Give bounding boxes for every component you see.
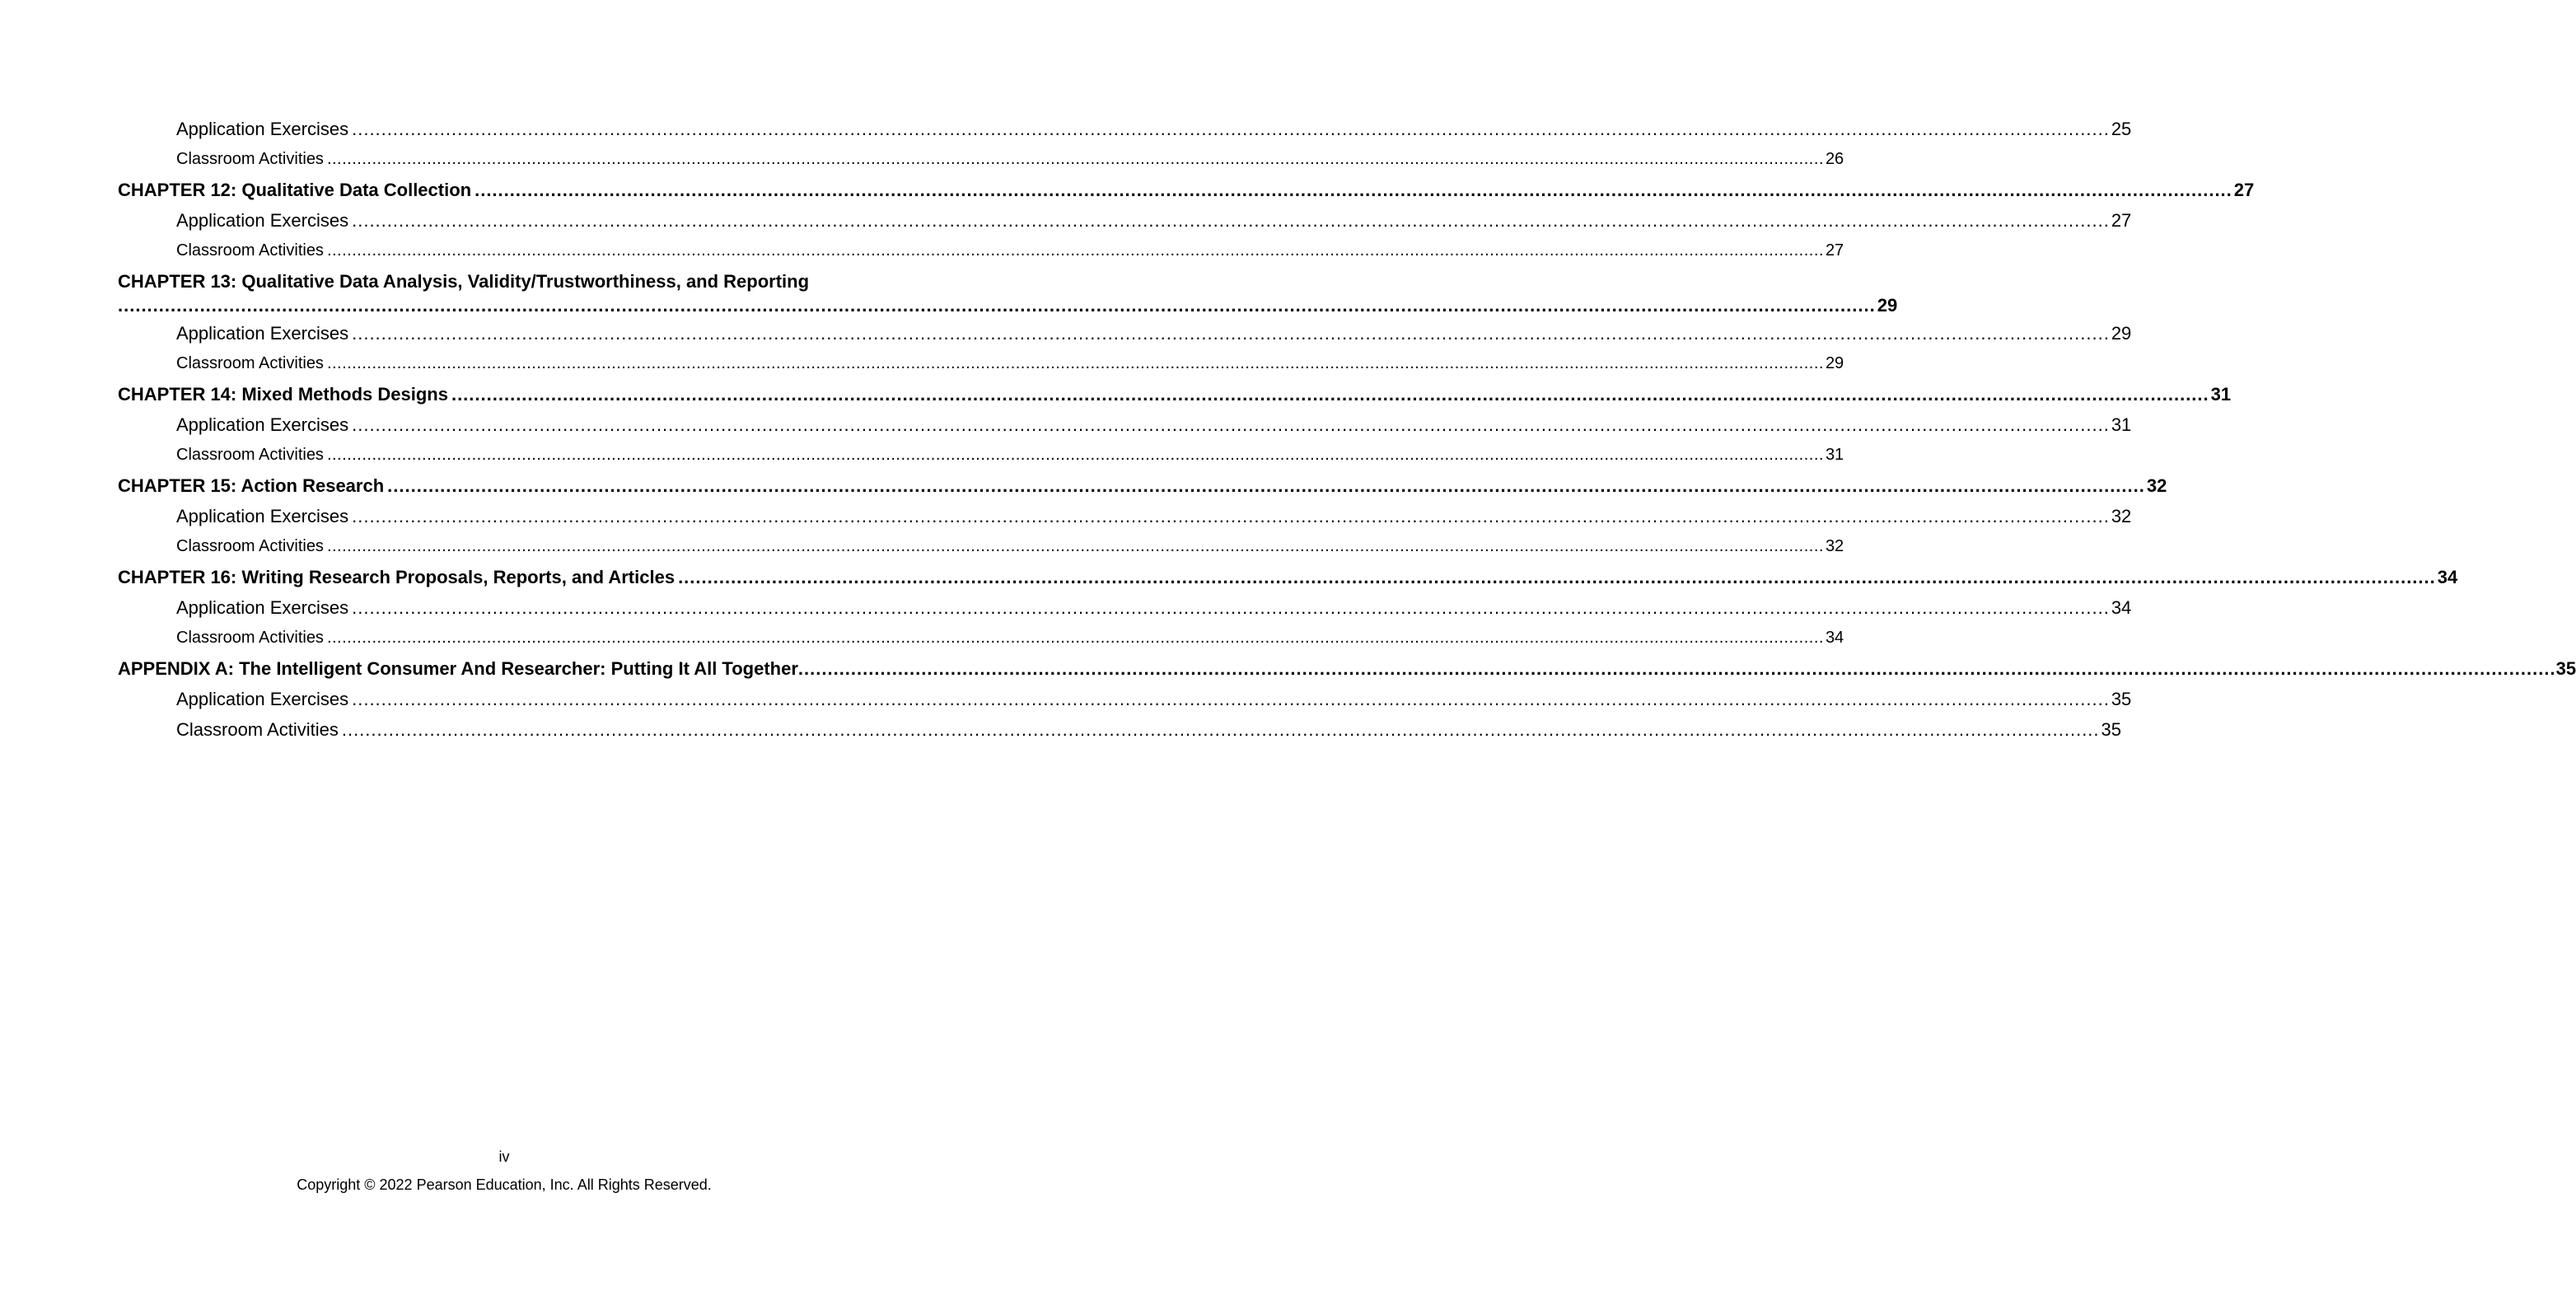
- toc-entry-title: Application Exercises: [176, 689, 349, 709]
- dot-leader: ............................................................................................................................................................................................................................................................................................................: [352, 689, 2110, 709]
- toc-chapter-page: 31: [2210, 384, 2232, 405]
- dot-leader: ............................................................................................................................................................................................................................................................................................................: [797, 658, 2556, 679]
- toc-entry[interactable]: [118, 236, 1844, 266]
- toc-entry[interactable]: [118, 684, 2132, 714]
- toc-entry-title: Classroom Activities: [176, 719, 339, 740]
- toc-chapter-title: CHAPTER 14: Mixed Methods Designs: [118, 384, 448, 405]
- toc-entry-page: 26: [1825, 150, 1844, 168]
- table-of-contents: [118, 114, 2576, 745]
- toc-entry[interactable]: [118, 501, 2132, 531]
- toc-entry-page: 32: [1825, 537, 1844, 555]
- dot-leader: ............................................................................................................................................................................................................................................................................................................: [326, 150, 1824, 168]
- toc-chapter-title: CHAPTER 16: Writing Research Proposals, Reports, and Articles: [118, 567, 676, 587]
- toc-appendix-title: APPENDIX A: The Intelligent Consumer And Researcher: Putting It All Together: [118, 658, 798, 679]
- toc-chapter-wrapped[interactable]: [118, 266, 1898, 318]
- dot-leader: ............................................................................................................................................................................................................................................................................................................: [451, 384, 2209, 405]
- dot-leader: ............................................................................................................................................................................................................................................................................................................: [352, 323, 2110, 344]
- toc-entry-title: Classroom Activities: [176, 354, 324, 372]
- toc-entry-title: Classroom Activities: [176, 537, 324, 555]
- copyright-notice: Copyright © 2022 Pearson Education, Inc. All Rights Reserved.: [297, 1176, 712, 1193]
- toc-entry-title: Application Exercises: [176, 210, 349, 231]
- toc-entry-page: 34: [1825, 629, 1844, 647]
- toc-entry-page: 32: [2111, 506, 2132, 526]
- dot-leader: ............................................................................................................................................................................................................................................................................................................: [341, 719, 2100, 740]
- toc-entry-title: Application Exercises: [176, 597, 349, 618]
- toc-chapter[interactable]: [118, 470, 2167, 501]
- toc-entry-page: 25: [2111, 119, 2132, 139]
- toc-entry-page: 27: [2111, 210, 2132, 231]
- dot-leader: ............................................................................................................................................................................................................................................................................................................: [387, 475, 2145, 496]
- toc-entry[interactable]: [118, 318, 2132, 348]
- dot-leader: ............................................................................................................................................................................................................................................................................................................: [352, 597, 2110, 618]
- toc-appendix[interactable]: [118, 653, 2576, 684]
- toc-entry-title: Application Exercises: [176, 414, 349, 435]
- dot-leader: ............................................................................................................................................................................................................................................................................................................: [352, 414, 2110, 435]
- dot-leader: ............................................................................................................................................................................................................................................................................................................: [326, 354, 1824, 372]
- toc-chapter-page: 27: [2233, 180, 2255, 200]
- dot-leader: ............................................................................................................................................................................................................................................................................................................: [326, 446, 1824, 464]
- toc-entry-page: 35: [2101, 719, 2122, 740]
- toc-chapter-page: 32: [2146, 475, 2167, 496]
- toc-entry-title: Application Exercises: [176, 323, 349, 344]
- toc-entry-page: 29: [2111, 323, 2132, 344]
- toc-chapter[interactable]: [118, 379, 2232, 409]
- page-number: iv: [498, 1148, 510, 1165]
- toc-entry-page: 29: [1825, 354, 1844, 372]
- toc-chapter-title: CHAPTER 13: Qualitative Data Analysis, Validity/Trustworthiness, and Reporting: [118, 271, 810, 292]
- toc-chapter[interactable]: [118, 562, 2458, 592]
- dot-leader: ............................................................................................................................................................................................................................................................................................................: [118, 295, 1876, 316]
- dot-leader: ............................................................................................................................................................................................................................................................................................................: [352, 506, 2110, 526]
- toc-entry[interactable]: [118, 714, 2122, 745]
- toc-entry-page: 34: [2111, 597, 2132, 618]
- toc-entry[interactable]: [118, 348, 1844, 379]
- toc-entry-page: 31: [2111, 414, 2132, 435]
- dot-leader: ............................................................................................................................................................................................................................................................................................................: [326, 537, 1824, 555]
- toc-entry-page: 35: [2111, 689, 2132, 709]
- toc-entry[interactable]: [118, 592, 2132, 623]
- toc-entry[interactable]: [118, 114, 2132, 144]
- toc-entry-title: Application Exercises: [176, 506, 349, 526]
- dot-leader: ............................................................................................................................................................................................................................................................................................................: [352, 210, 2110, 231]
- toc-entry-page: 27: [1825, 241, 1844, 260]
- toc-chapter-page: 29: [1877, 295, 1898, 316]
- toc-chapter-title: CHAPTER 12: Qualitative Data Collection: [118, 180, 472, 200]
- toc-entry-title: Classroom Activities: [176, 241, 324, 260]
- toc-entry[interactable]: [118, 623, 1844, 653]
- toc-entry[interactable]: [118, 440, 1844, 470]
- toc-entry-title: Classroom Activities: [176, 629, 324, 647]
- toc-chapter-page: 34: [2437, 567, 2458, 587]
- dot-leader: ............................................................................................................................................................................................................................................................................................................: [475, 180, 2232, 200]
- dot-leader: ............................................................................................................................................................................................................................................................................................................: [326, 241, 1824, 260]
- toc-appendix-page: 35: [2555, 658, 2576, 679]
- toc-chapter-title: CHAPTER 15: Action Research: [118, 475, 385, 496]
- toc-chapter-continuation: [118, 292, 1898, 318]
- toc-entry-title: Classroom Activities: [176, 446, 324, 464]
- toc-entry[interactable]: [118, 144, 1844, 175]
- dot-leader: ............................................................................................................................................................................................................................................................................................................: [678, 567, 2436, 587]
- toc-entry-title: Application Exercises: [176, 119, 349, 139]
- toc-entry[interactable]: [118, 205, 2132, 236]
- dot-leader: ............................................................................................................................................................................................................................................................................................................: [326, 629, 1824, 647]
- toc-entry[interactable]: [118, 409, 2132, 440]
- toc-entry-title: Classroom Activities: [176, 150, 324, 168]
- dot-leader: ............................................................................................................................................................................................................................................................................................................: [352, 119, 2110, 139]
- toc-entry-page: 31: [1825, 446, 1844, 464]
- toc-entry[interactable]: [118, 531, 1844, 562]
- toc-chapter[interactable]: [118, 175, 2255, 205]
